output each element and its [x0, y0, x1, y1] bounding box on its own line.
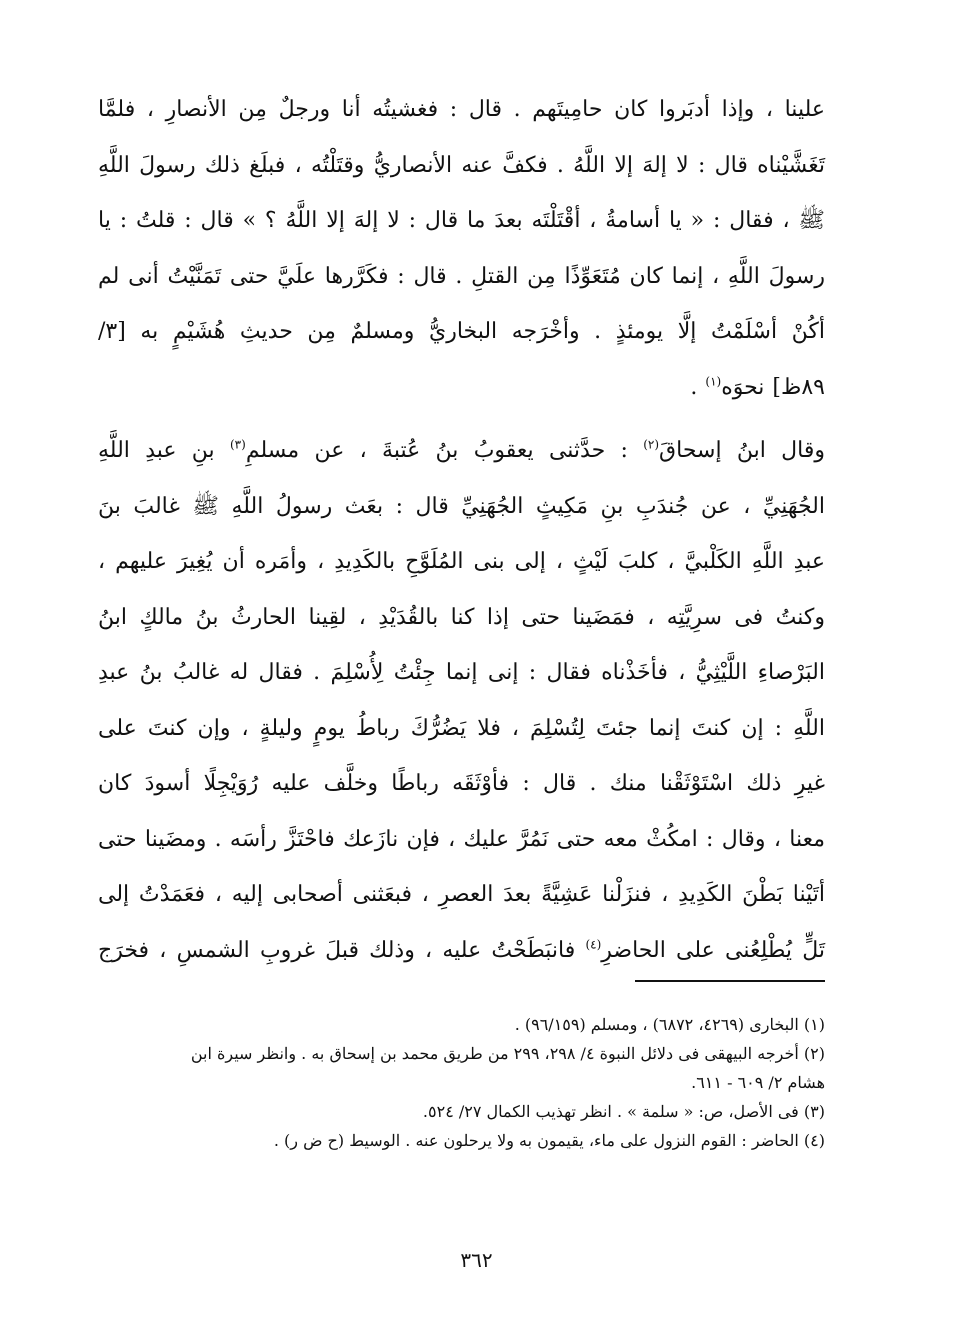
text-fragment: وقال ابنُ إسحاقَ — [659, 438, 825, 463]
page-number: ٣٦٢ — [460, 1248, 493, 1272]
footnote-4: (٤) الحاضر : القوم النزول على ماء، يقيمون به ولا يرحلون عنه . الوسيط (ح ض ر) . — [273, 1131, 825, 1150]
footnote-2: (٢) أخرجه البيهقى فى دلائل النبوة ٤/ ٢٩٨، ٢٩٩ من طريق محمد بن إسحاق به . وانظر سيرة ابن — [190, 1044, 825, 1063]
footnote-ref-2: (٢) — [643, 437, 660, 452]
text-fragment: تَلٍّ يُطْلِعُنى على الحاضرِ — [601, 937, 826, 963]
text-line: أتَيْنا بَطْنَ الكَدِيدِ ، فنزَلْنا عَشِيَّةً بعدَ العصرِ ، فبعَثنى أصحابى إليه ، فعَمَدْتُ إلى — [98, 882, 825, 907]
footnote-3: (٣) فى الأصل، ص: « سلمة » . انظر تهذيب الكمال ٢٧/ ٥٢٤. — [422, 1102, 825, 1121]
text-fragment: . — [690, 374, 706, 400]
text-line — [98, 923, 825, 979]
text-line — [98, 360, 825, 416]
footnote-divider — [635, 980, 825, 982]
footnote-1: (١) البخارى (٤٢٦٩، ٦٨٧٢) ، ومسلم (٩٦/١٥٩) . — [514, 1015, 825, 1034]
text-line: عبدِ اللَّهِ الكَلْبيَّ ، كلبَ لَيْثٍ ، إلى بنى المُلَوَّحِ بالكَدِيدِ ، وأمَره أن يُغِيرَ عليهم ، — [98, 549, 825, 574]
text-line: وكنتُ فى سرِيَّتِه ، فمَضَينا حتى إذا كنا بالقُدَيْدِ ، لقِينا الحارثُ بنُ مالكٍ ابنُ — [98, 604, 825, 630]
text-line: الجُهَنِيِّ ، عن جُندَبِ بنِ مَكِيثٍ الجُهَنِيِّ قال : بعَث رسولُ اللَّهِ ﷺ غالبَ بنَ — [98, 493, 825, 519]
paragraph-2 — [98, 423, 825, 978]
text-fragment: : حدَّثنى يعقوبُ بنُ عُتبةَ ، عن مسلمِ — [245, 438, 644, 463]
footnote-ref-3: (٣) — [229, 437, 246, 452]
text-line: اللَّهِ : إن كنتَ إنما جئتَ لِتُسْلِمَ ، فلا يَضُرُّكَ رباطُ يومٍ وليلةٍ ، وإن كنتَ على — [98, 715, 825, 741]
text-line: معنا ، وقال : امكُثْ معه حتى نَمُرَّ عليك ، فإن نازَعك فاحْتَزَّ رأسَه . ومضَينا حتى — [98, 826, 825, 852]
text-line — [98, 423, 825, 479]
text-line: رسولَ اللَّهِ ، إنما كان مُتَعَوِّذًا مِن القتلِ . قال : فكَرَّرها علَيَّ حتى تَمَنَّيْتُ أنى لم — [98, 263, 825, 289]
text-line: علينا ، وإذا أدبَروا كان حامِيتَهم . قال : فغشيتُه أنا ورجلٌ مِن الأنصارِ ، فلمَّا — [98, 97, 825, 122]
text-line: ﷺ ، فقال : « يا أسامةُ ، أقْتَلْتَه بعدَ ما قال : لا إلهَ إلا اللَّهُ ؟ » قال : قلتُ : يا — [98, 208, 825, 233]
text-line: أكُنْ أسْلَمْتُ إلَّا يومئذٍ . وأخْرَجه البخاريُّ ومسلمٌ مِن حديثِ هُشَيْمٍ به [٣/ — [98, 319, 825, 344]
text-line: تَغَشَّيْناه قال : لا إلهَ إلا اللَّهُ . فكفَّ عنه الأنصاريُّ وقتَلْتُه ، فبلَغ ذلك رسولَ اللَّهِ — [98, 152, 825, 178]
text-fragment: فانبَطَحْتُ عليه ، وذلك قبلَ غروبِ الشمسِ ، فخرَج — [98, 937, 586, 963]
footnote-ref-1: (١) — [705, 374, 722, 389]
text-fragment: بنِ عبدِ اللَّهِ — [98, 438, 230, 463]
text-fragment: ٨٩ظ] نحوَه — [721, 374, 825, 400]
main-text — [98, 82, 825, 978]
text-line: غيرِ ذلك اسْتَوْثَقْنا منك . قال : فأوْثَقَه رباطًا وخلَّف عليه رُوَيْجِلًا أسودَ كان — [98, 771, 825, 796]
footnote-ref-4: (٤) — [585, 937, 602, 952]
text-line: البَرْصاءِ اللَّيْثِيُّ ، فأخَذْناه فقال : إنى إنما جِئْتُ لِأُسْلِمَ . فقال له غالبُ بنُ عبدِ — [98, 660, 825, 685]
paragraph-1 — [98, 82, 825, 415]
footnotes — [98, 1010, 825, 1155]
footnote-2-continued: هشام ٢/ ٦٠٩ - ٦١١. — [691, 1073, 825, 1092]
